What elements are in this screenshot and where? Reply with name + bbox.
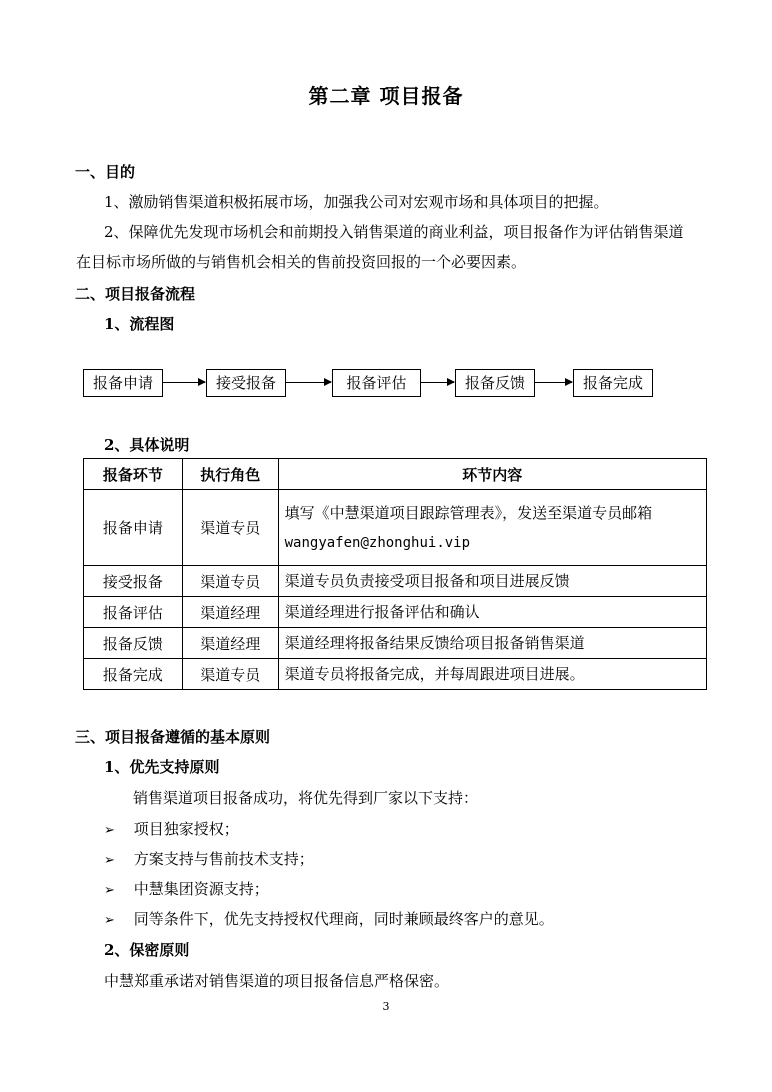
subheading-priority-support: 1、优先支持原则	[104, 758, 220, 776]
section-heading-process: 二、项目报备流程	[75, 285, 196, 303]
list-item-text: 方案支持与售前技术支持；	[133, 850, 314, 868]
table-row	[84, 659, 707, 690]
table-header-row	[84, 459, 707, 490]
arrow-bullet-icon: ➢	[104, 823, 115, 838]
table-cell-step: 报备完成	[84, 659, 183, 690]
priority-intro: 销售渠道项目报备成功，将优先得到厂家以下支持：	[133, 789, 479, 807]
list-item	[104, 818, 239, 839]
flow-arrow-4	[535, 382, 572, 383]
flow-arrow-1	[163, 382, 205, 383]
list-item	[104, 878, 269, 899]
list-item-text: 中慧集团资源支持；	[133, 880, 269, 898]
arrow-bullet-icon: ➢	[104, 853, 115, 868]
table-cell-content: 渠道经理将报备结果反馈给项目报备销售渠道	[278, 628, 706, 659]
subheading-details: 2、具体说明	[104, 436, 190, 454]
table-cell-content: 渠道专员负责接受项目报备和项目进展反馈	[278, 566, 706, 597]
purpose-item-2-line1: 2、保障优先发现市场机会和前期投入销售渠道的商业利益，项目报备作为评估销售渠道	[104, 223, 684, 241]
flow-arrow-2	[286, 382, 331, 383]
confidentiality-statement: 中慧郑重承诺对销售渠道的项目报备信息严格保密。	[104, 972, 450, 990]
table-cell-step: 报备申请	[84, 490, 183, 566]
flow-step-evaluate: 报备评估	[332, 369, 421, 397]
subheading-confidentiality: 2、保密原则	[104, 941, 190, 959]
table-cell-step: 报备评估	[84, 597, 183, 628]
arrow-bullet-icon: ➢	[104, 883, 115, 898]
flow-arrow-3	[421, 382, 454, 383]
table-cell-role: 渠道专员	[182, 659, 278, 690]
page-title: 第二章 项目报备	[308, 84, 464, 108]
table-row	[84, 566, 707, 597]
table-cell-step: 接受报备	[84, 566, 183, 597]
table-cell-content: 渠道经理进行报备评估和确认	[278, 597, 706, 628]
table-header-role: 执行角色	[182, 459, 278, 490]
table-cell-content: 渠道专员将报备完成，并每周跟进项目进展。	[278, 659, 706, 690]
table-row	[84, 490, 707, 566]
table-cell-step: 报备反馈	[84, 628, 183, 659]
flow-step-complete: 报备完成	[573, 369, 653, 397]
flow-step-feedback: 报备反馈	[455, 369, 535, 397]
purpose-item-2-line2: 在目标市场所做的与销售机会相关的售前投资回报的一个必要因素。	[76, 253, 527, 271]
table-header-content: 环节内容	[278, 459, 706, 490]
section-heading-principles: 三、项目报备遵循的基本原则	[75, 728, 271, 746]
section-heading-purpose: 一、目的	[75, 163, 136, 181]
table-cell-role: 渠道专员	[182, 490, 278, 566]
table-row	[84, 597, 707, 628]
table-cell-role: 渠道经理	[182, 628, 278, 659]
details-table	[83, 458, 707, 690]
table-header-step: 报备环节	[84, 459, 183, 490]
table-row	[84, 628, 707, 659]
list-item-text: 项目独家授权；	[133, 820, 239, 838]
list-item	[104, 908, 554, 929]
list-item-text: 同等条件下，优先支持授权代理商，同时兼顾最终客户的意见。	[133, 910, 554, 928]
flow-step-apply: 报备申请	[83, 369, 163, 397]
purpose-item-1: 1、激励销售渠道积极拓展市场，加强我公司对宏观市场和具体项目的把握。	[104, 193, 609, 211]
table-cell-content	[278, 490, 706, 566]
table-cell-role: 渠道经理	[182, 597, 278, 628]
flow-step-accept: 接受报备	[206, 369, 286, 397]
table-cell-role: 渠道专员	[182, 566, 278, 597]
subheading-flowchart: 1、流程图	[104, 315, 175, 333]
list-item	[104, 848, 314, 869]
contact-email: wangyafen@zhonghui.vip	[284, 534, 471, 551]
arrow-bullet-icon: ➢	[104, 913, 115, 928]
page-number: 3	[382, 1000, 390, 1013]
table-cell-content-text: 填写《中慧渠道项目跟踪管理表》，发送至渠道专员邮箱	[284, 503, 653, 522]
